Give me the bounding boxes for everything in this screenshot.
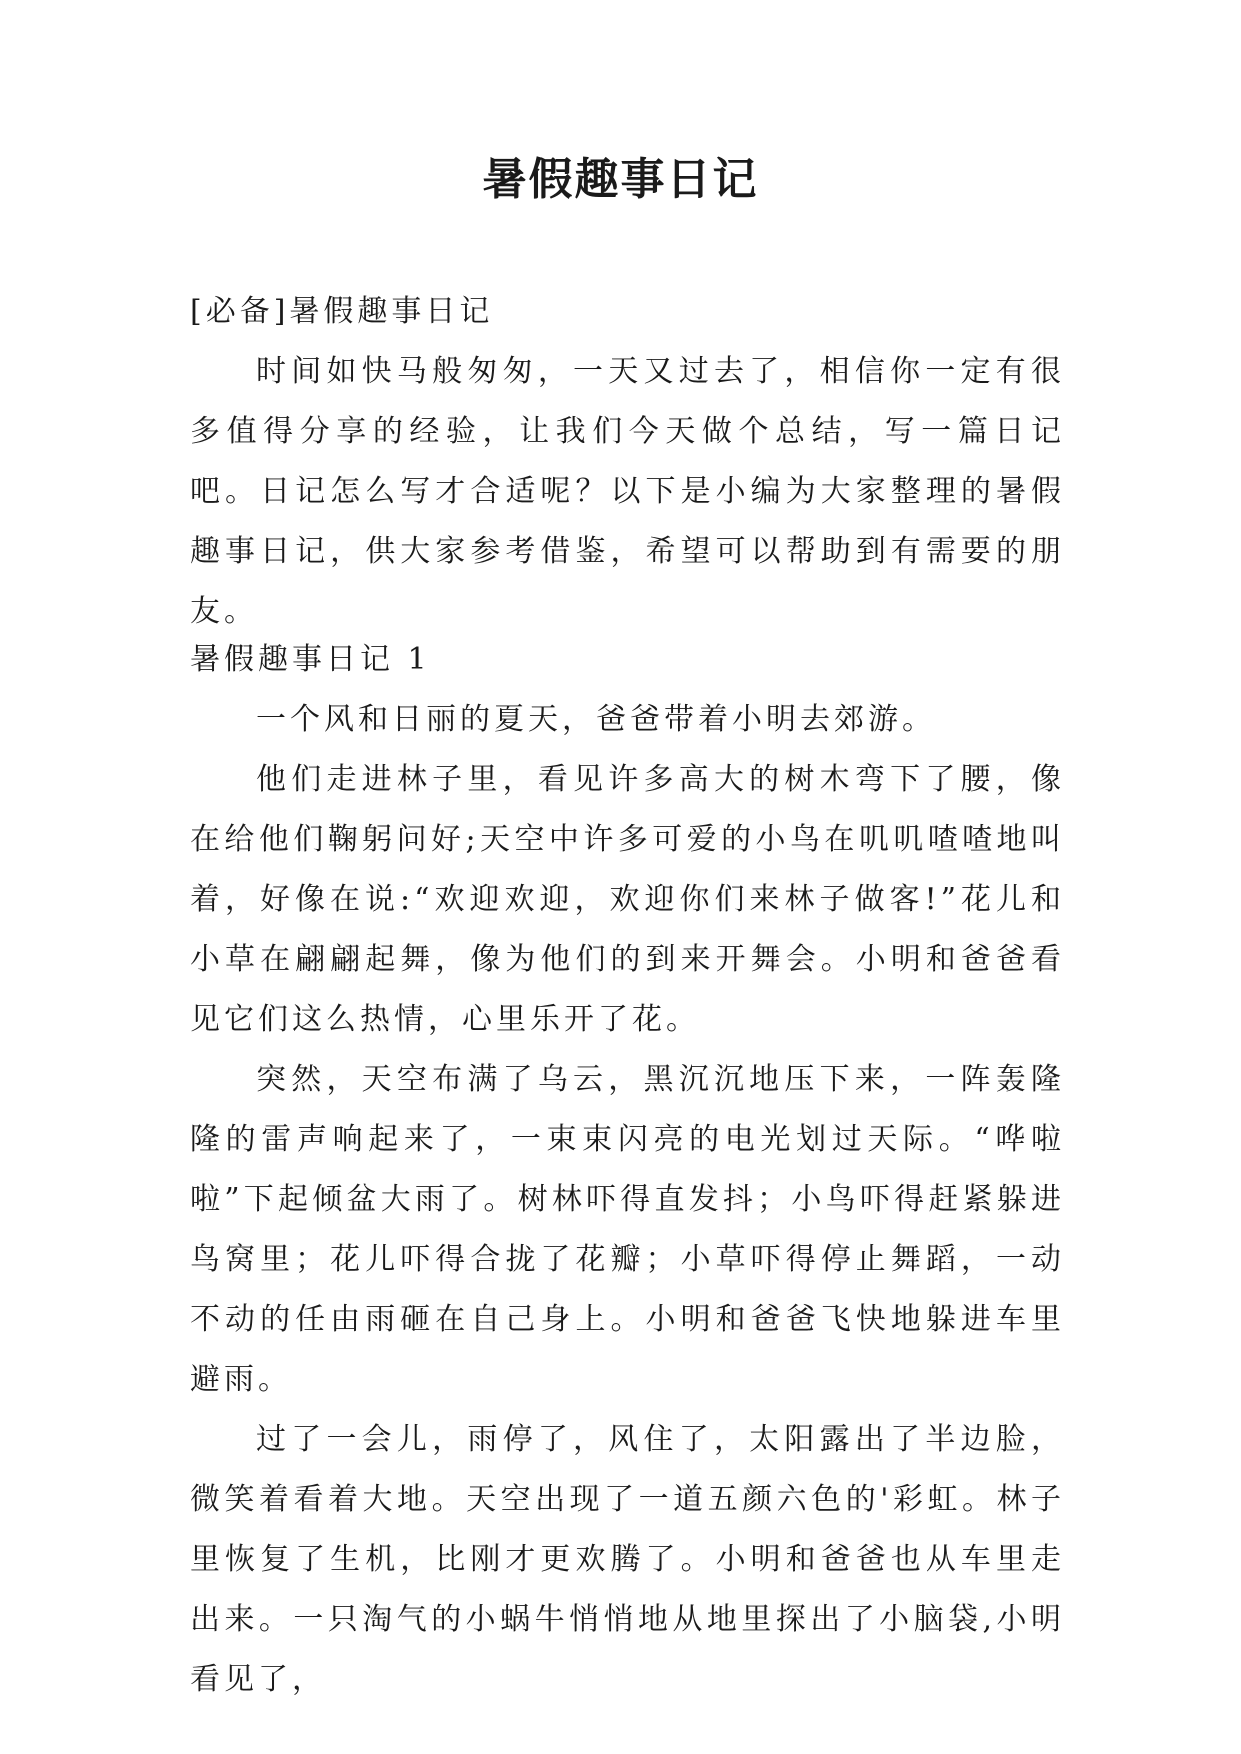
diary-entry-1 xyxy=(190,630,1065,1710)
intro-section xyxy=(190,282,1065,642)
entry-paragraph-2: 他们走进林子里，看见许多高大的树木弯下了腰，像在给他们鞠躬问好;天空中许多可爱的小鸟在叽叽喳喳地叫着，好像在说:“欢迎欢迎，欢迎你们来林子做客!”花儿和小草在翩翩起舞，像为他们的到来开舞会。小明和爸爸看见它们这么热情，心里乐开了花。 xyxy=(190,762,1065,1037)
entry-paragraph-4: 过了一会儿，雨停了，风住了，太阳露出了半边脸，微笑着看着大地。天空出现了一道五颜六色的'彩虹。林子里恢复了生机，比刚才更欢腾了。小明和爸爸也从车里走出来。一只淘气的小蜗牛悄悄地从地里探出了小脑袋,小明看见了， xyxy=(190,1422,1065,1697)
entry-heading: 暑假趣事日记 1 xyxy=(190,642,431,677)
entry-paragraph-1: 一个风和日丽的夏天，爸爸带着小明去郊游。 xyxy=(256,702,936,737)
intro-paragraph: 时间如快马般匆匆，一天又过去了，相信你一定有很多值得分享的经验，让我们今天做个总结，写一篇日记吧。日记怎么写才合适呢？以下是小编为大家整理的暑假趣事日记，供大家参考借鉴，希望可以帮助到有需要的朋友。 xyxy=(190,354,1065,629)
document-title: 暑假趣事日记 xyxy=(482,154,759,205)
entry-paragraph-3: 突然，天空布满了乌云，黑沉沉地压下来，一阵轰隆隆的雷声响起来了，一束束闪亮的电光划过天际。“哗啦啦”下起倾盆大雨了。树林吓得直发抖；小鸟吓得赶紧躲进鸟窝里；花儿吓得合拢了花瓣；小草吓得停止舞蹈，一动不动的任由雨砸在自己身上。小明和爸爸飞快地躲进车里避雨。 xyxy=(190,1062,1065,1397)
intro-heading: [必备]暑假趣事日记 xyxy=(190,294,494,329)
